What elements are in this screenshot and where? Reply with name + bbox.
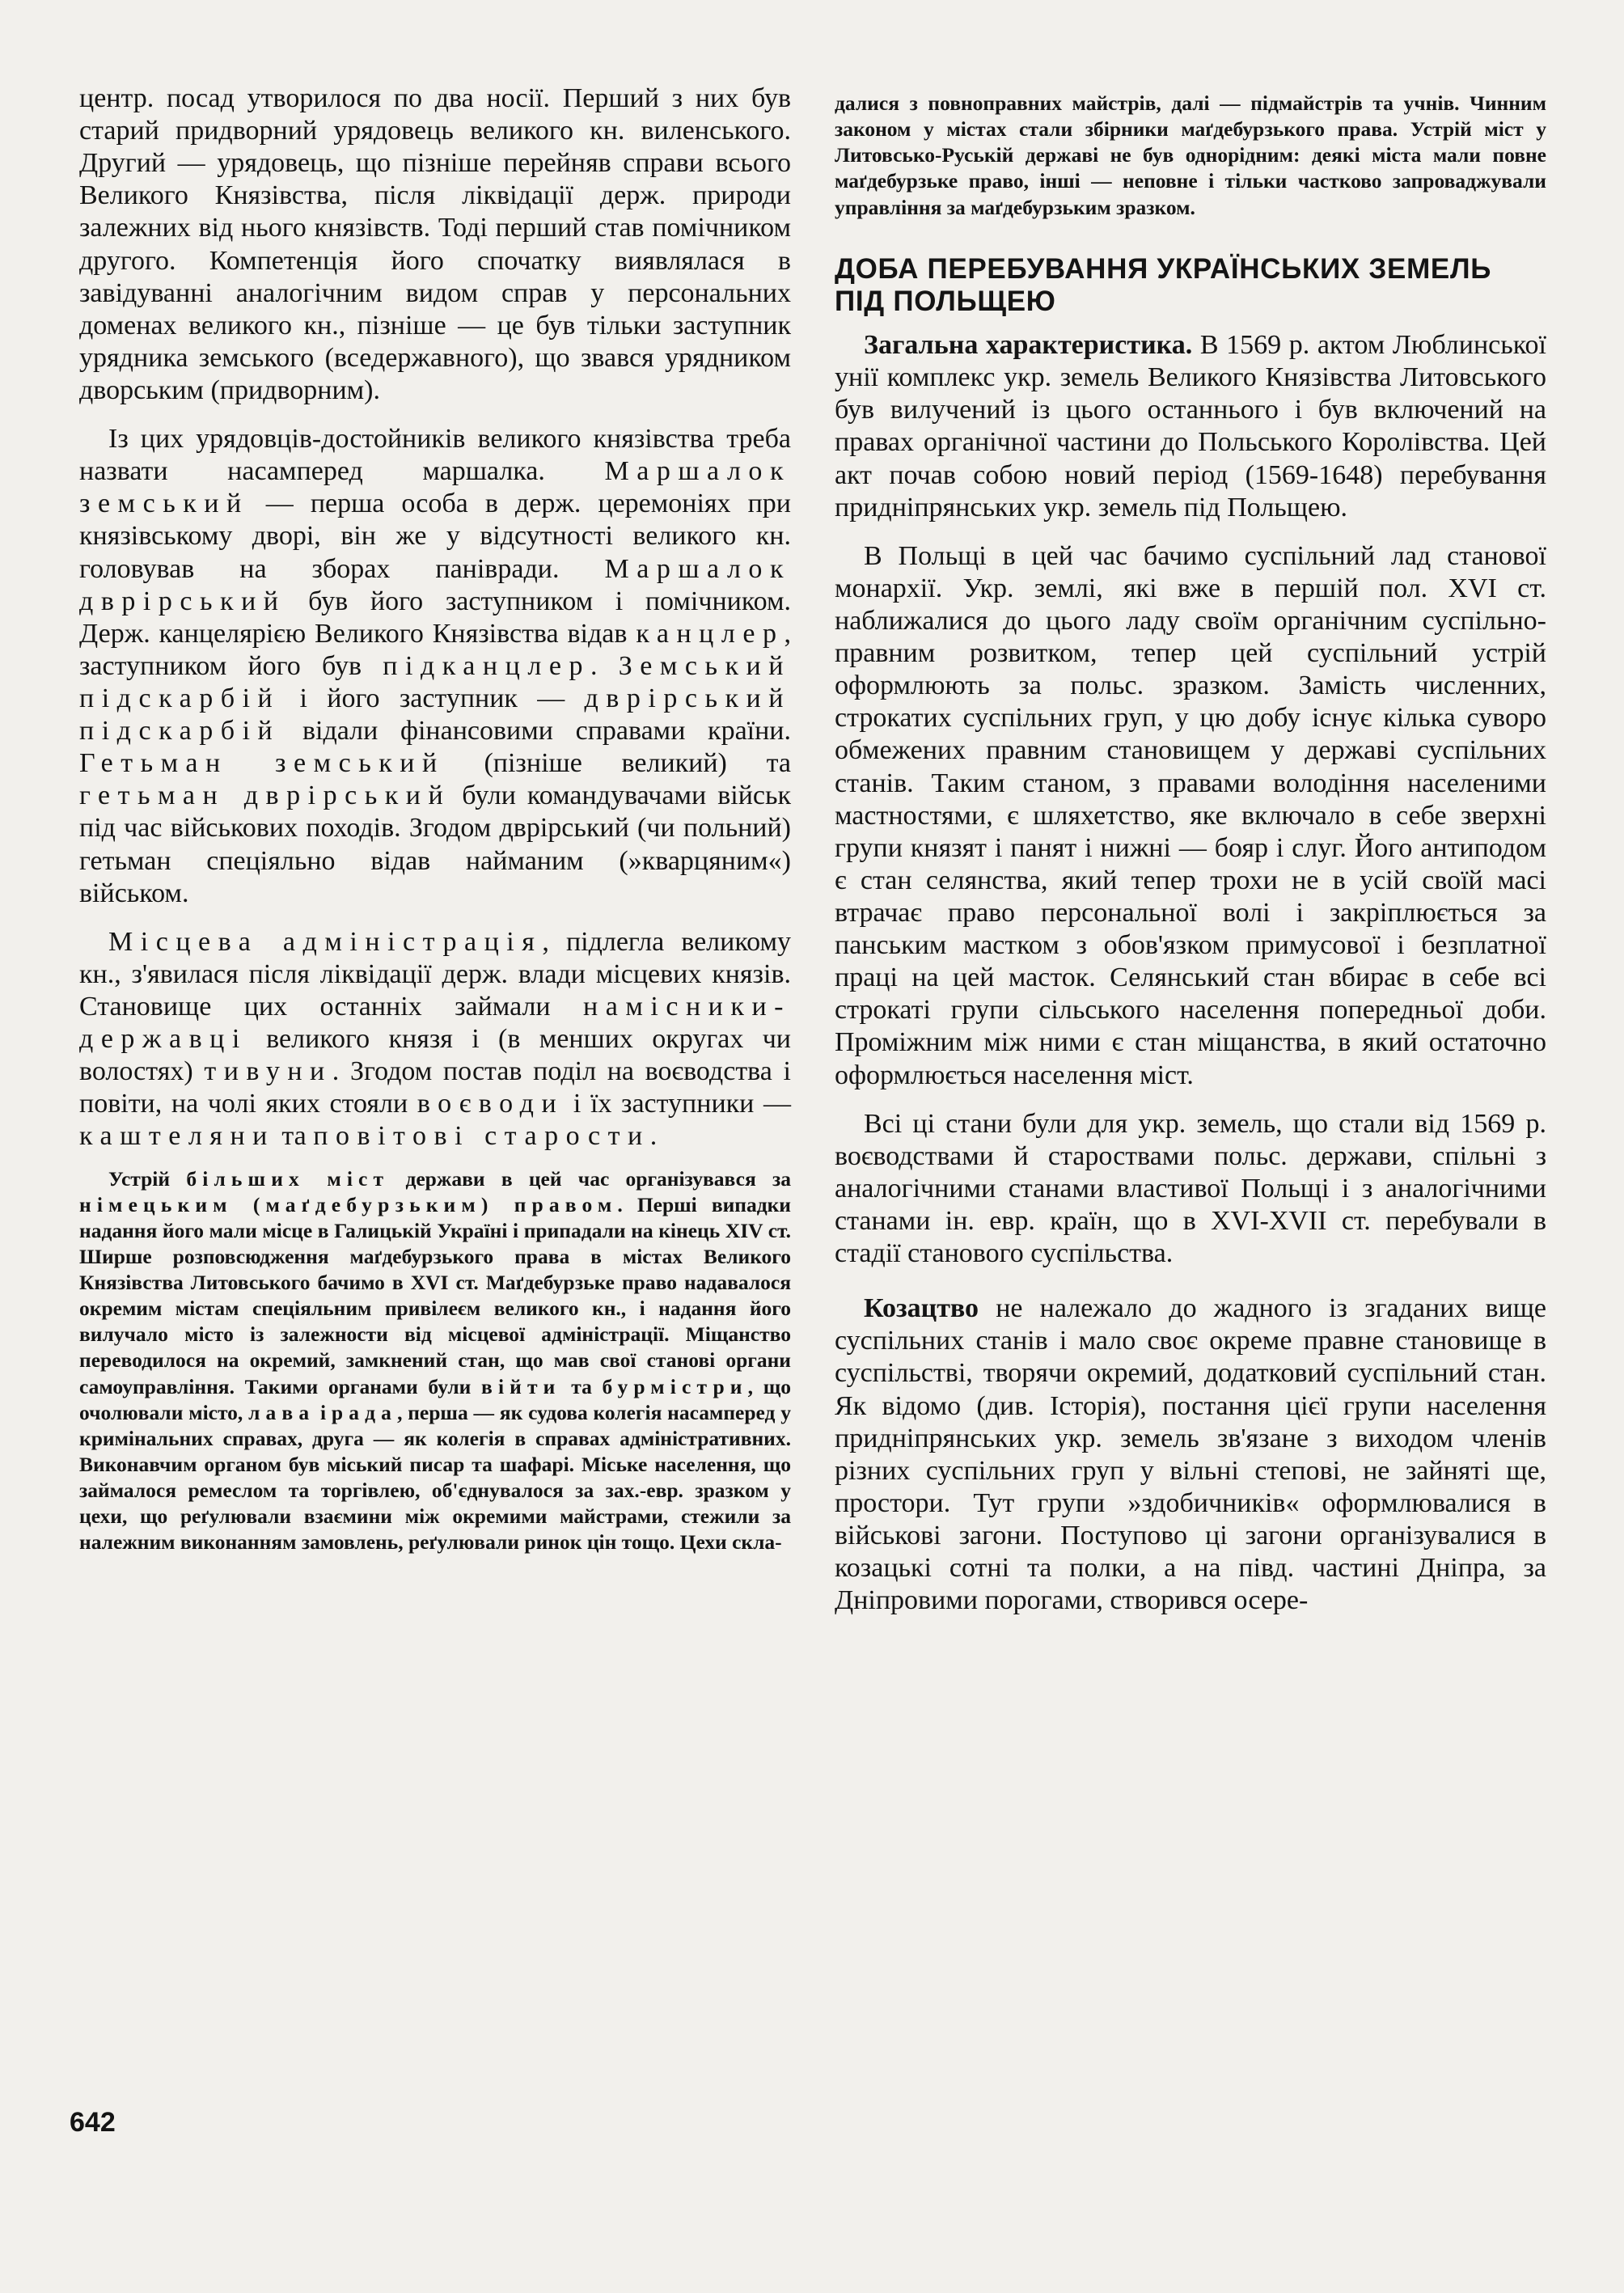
paragraph-city-law xyxy=(79,1166,791,1556)
text-run: Устрій xyxy=(108,1166,187,1191)
paragraph-court-officials xyxy=(79,423,791,910)
text-run: . Згодом постав поділ на воєводства і повіти, на чолі яких стояли xyxy=(79,1056,791,1119)
text-run: та xyxy=(274,1121,314,1152)
paragraph-local-administration xyxy=(79,926,791,1153)
term-marshal-zemsky: Маршалок земський xyxy=(79,456,791,519)
text-run: відали фінансовими справами країни. xyxy=(280,716,791,747)
text-run: великого князя і (в менших округах чи волостях) xyxy=(79,1024,791,1087)
text-run: . Перші випадки надання його мали місце в Галицькій Україні і припадали на кінець XIV ст. Ширше розповсюдження маґдебурзького права в містах Великого Князівства Литовського бачимо в XVI ст. Маґдебурзьке право надавалося окремим містам спеціяльним привілеєм великого кн., і надання його вилучало місто із залежности від місцевої адміністрації. Міщанство переводилося на окремий, замкнений стан, що мав свої станові органи самоуправління. Такими органами були xyxy=(79,1192,792,1398)
text-run: В 1569 р. актом Люблинської унії комплекс укр. земель Великого Князівства Литовського був вилучений із цього останнього і був включений на правах органічної частини до Польського Королівства. Цей акт почав собою новий період (1569-1648) перебування придніпрянських укр. земель під Польщею. xyxy=(835,330,1546,522)
text-run: і їх заступники — xyxy=(564,1089,792,1119)
text-run: , що очолювали місто, xyxy=(79,1374,791,1424)
right-column xyxy=(835,91,1546,1617)
term-hetman-dvirsky: гетьман дврірський xyxy=(79,781,451,811)
term-treasurer-zemsky: Земський підскарбій xyxy=(79,650,791,713)
text-run: і xyxy=(315,1400,332,1424)
term-local-administration: Місцева адміністрація xyxy=(108,926,543,957)
paragraph-general-characteristics xyxy=(835,329,1546,524)
term-chancellor: канцлер xyxy=(636,618,785,649)
text-run: , заступником його був xyxy=(79,618,791,681)
paragraph-estates-common: Всі ці стани були для укр. земель, що стали від 1569 р. воєводствами й староствами польс. держави, спільні з аналогічними станами властивої Польщі і з аналогічними станами ін. евр. країн, що в XVI-XVII ст. перебували в стадії станового суспільства. xyxy=(835,1108,1546,1269)
text-run: — перша особа в держ. церемоніях при князівському дворі, він же у відсутності великого кн. головував на зборах панівради. xyxy=(79,489,791,584)
left-column xyxy=(79,82,791,1555)
text-run: , підлегла великому кн., з'явилася після ліквідації держ. влади місцевих князів. Становище цих останніх займали xyxy=(79,926,791,1022)
term-vice-chancellor: підканцлер xyxy=(383,650,590,681)
page-number: 642 xyxy=(70,2107,116,2138)
term-rada: рада xyxy=(331,1400,398,1424)
lead-general-characteristics: Загальна характеристика. xyxy=(864,330,1193,361)
text-run: . xyxy=(649,1121,658,1152)
paragraph-cossacks xyxy=(835,1292,1546,1617)
term-lava: лава xyxy=(248,1400,315,1424)
paragraph-estate-monarchy: В Польщі в цей час бачимо суспільний лад станової монархії. Укр. землі, які вже в першій пол. XVI ст. наближалися до цього ладу своїм органічним суспільно-правним розвитком, тепер цей суспільний устрій оформлюють за польс. зразком. Замість численних, строкатих суспільних груп, у цю добу існує кілька суворо обмежених правним становищем у державі суспільних станів. Таким станом, з правами володіння населеними мастностями, є шляхетство, яке включало в себе зверхні групи князят і панят і нижні — бояр і слуг. Його антиподом є стан селянства, який тепер трохи не в усій своїй масі втрачає право персональної волі і закріплюється за панським мастком з обов'язком примусової і безплатної праці на цей масток. Селянський стан вбирає в себе всі строкаті групи сільського населення попередньої доби. Проміжним між ними є стан міщанства, в який остаточно оформлюється населення міст. xyxy=(835,540,1546,1090)
paragraph-officials-intro: центр. посад утворилося по два носії. Перший з них був старий придворний урядовець великого кн. виленського. Другий — урядовець, що пізніше перейняв справи всього Великого Князівства, після ліквідації держ. природи залежних від нього князівств. Тоді перший став помічником другого. Компетенція його спочатку виявлялася в завідуванні аналогічним видом справ у персональних доменах великого кн., пізніше — це був тільки заступник урядника земського (вседержавного), що звався урядником дворським (придворним). xyxy=(79,83,791,405)
term-namisnyky: намісники-державці xyxy=(79,991,791,1055)
text-run: і його заступник — xyxy=(280,683,585,713)
section-heading: ДОБА ПЕРЕБУВАННЯ УКРАЇНСЬКИХ ЗЕМЕЛЬ ПІД ПОЛЬЩЕЮ xyxy=(835,252,1492,317)
term-larger-cities: більших міст xyxy=(186,1166,390,1191)
text-run: та xyxy=(560,1374,603,1398)
term-hetman-zemsky: Гетьман земський xyxy=(79,748,445,779)
paragraph-guilds-continued: далися з повноправних майстрів, далі — підмайстрів та учнів. Чинним законом у містах стали збірники маґдебурзького права. Устрій міст у Литовсько-Руській державі не був однорідним: деякі міста мали повне маґдебурзьке право, інші — неповне і тільки частково запроваджували управління за маґдебурзьким зразком. xyxy=(835,91,1546,219)
term-magdeburg-law: німецьким (маґдебурзьким) правом xyxy=(79,1192,618,1216)
term-povitovi-starosty: повітові старости xyxy=(313,1121,650,1152)
text-run: Із цих урядовців-достойників великого князівства треба назвати насамперед маршалка. xyxy=(79,424,791,487)
term-treasurer-dvirsky: дврірський підскарбій xyxy=(79,683,791,747)
term-tyvuny: тивуни xyxy=(204,1056,332,1087)
lead-cossacks: Козацтво xyxy=(864,1293,979,1324)
term-marshal-dvirsky: Маршалок дврірський xyxy=(79,553,791,616)
text-run: , перша — як судова колегія насамперед у кримінальних справах, друга — як колегія в справах адміністративних. Виконавчим органом був міський писар та шафарі. Міське населення, що займалося ремеслом та торгівлею, об'єднувалося за зах.-евр. зразком у цехи, що реґулювали взаємини між окремими майстрами, стежили за належним виконанням замовлень, реґулювали ринок цін тощо. Цехи скла- xyxy=(79,1400,791,1555)
term-kashteliany: каштеляни xyxy=(79,1121,275,1152)
text-run: . xyxy=(590,650,619,681)
text-run: був його заступником і помічником. Держ. канцелярією Великого Князівства відав xyxy=(79,586,791,649)
term-voievody: воєводи xyxy=(417,1089,565,1119)
text-run: (пізніше великий) та xyxy=(444,748,791,779)
text-run: не належало до жадного із згаданих вище суспільних станів і мало своє окреме правне становище в суспільстві, творячи окремий, додатковий суспільний стан. Як відомо (див. Історія), постання цієї групи населення придніпрянських укр. земель зв'язане з виходом членів різних суспільних груп у вільні степові, не зайняті ще, простори. Тут групи »здобичників« оформлювалися в військові загони. Поступово ці загони організувалися в козацькі сотні та полки, а на півд. частині Дніпра, за Дніпровими порогами, створився осере- xyxy=(835,1293,1546,1616)
term-burmistry: бурмістри xyxy=(602,1374,748,1398)
text-run: держави в цей час організувався за xyxy=(389,1166,791,1191)
term-viity: війти xyxy=(481,1374,561,1398)
text-run: були командувачами військ під час військових походів. Згодом дврірський (чи польний) гетьман спеціяльно відав найманим (»кварцяним«) військом. xyxy=(79,781,792,908)
